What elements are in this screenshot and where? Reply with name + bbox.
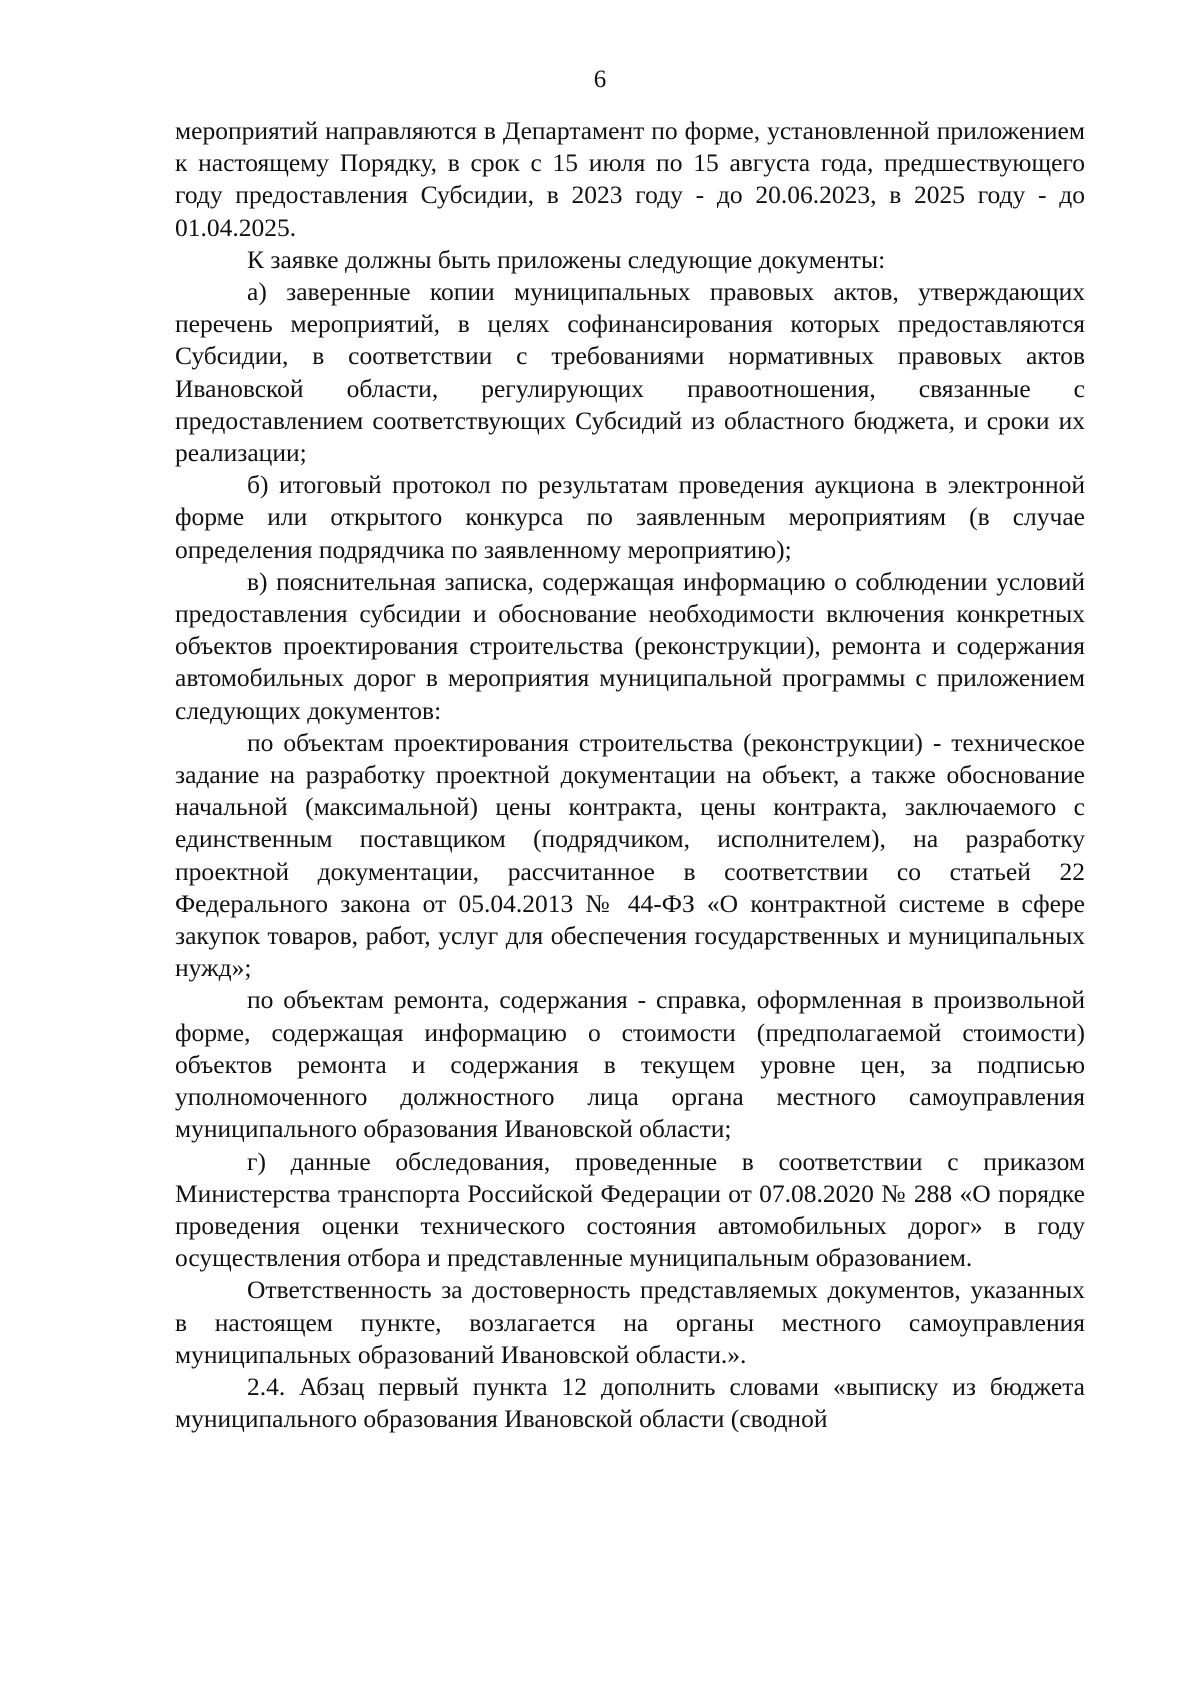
paragraph-continuation: мероприятий направляются в Департамент по форме, установленной приложением к настоящему Порядку, в срок с 15 июля по 15 августа года, предшествующего году предоставления Субсидии, в 2023 году - до 20.06.2023, в 2025 году - до 01.04.2025. [175, 116, 1085, 242]
paragraph-item-v: в) пояснительная записка, содержащая информацию о соблюдении условий предоставления субсидии и обоснование необходимости включения конкретных объектов проектирования строительства (реконструкции), ремонта и содержания автомобильных дорог в мероприятия муниципальной программы с приложением следующих документов: [175, 566, 1085, 725]
paragraph-item-b: б) итоговый протокол по результатам проведения аукциона в электронной форме или открытого конкурса по заявленным мероприятиям (в случае определения подрядчика по заявленному мероприятию); [175, 470, 1085, 564]
paragraph-documents-intro: К заявке должны быть приложены следующие документы: [247, 244, 886, 274]
page-number: 6 [593, 66, 607, 93]
paragraph-responsibility: Ответственность за достоверность представляемых документов, указанных в настоящем пункте, возлагается на органы местного самоуправления муниципальных образований Ивановской области.». [175, 1275, 1085, 1369]
document-body [175, 115, 1085, 1435]
paragraph-2-4: 2.4. Абзац первый пункта 12 дополнить словами «выписку из бюджета муниципального образования Ивановской области (сводной [175, 1371, 1085, 1434]
paragraph-repair-objects: по объектам ремонта, содержания - справка, оформленная в произвольной форме, содержащая информацию о стоимости (предполагаемой стоимости) объектов ремонта и содержания в текущем уровне цен, за подписью уполномоченного должностного лица органа местного самоуправления муниципального образования Ивановской области; [175, 985, 1085, 1144]
paragraph-item-a: а) заверенные копии муниципальных правовых актов, утверждающих перечень мероприятий, в целях софинансирования которых предоставляются Субсидии, в соответствии с требованиями нормативных правовых актов Ивановской области, регулирующих правоотношения, связанные с предоставлением соответствующих Субсидий из областного бюджета, и сроки их реализации; [175, 277, 1085, 468]
paragraph-design-objects: по объектам проектирования строительства (реконструкции) - техническое задание на разработку проектной документации на объект, а также обоснование начальной (максимальной) цены контракта, цены контракта, заключаемого с единственным поставщиком (подрядчиком, исполнителем), на разработку проектной документации, рассчитанное в соответствии со статьей 22 Федерального закона от 05.04.2013 № 44-ФЗ «О контрактной системе в сфере закупок товаров, работ, услуг для обеспечения государственных и муниципальных нужд»; [175, 727, 1085, 983]
paragraph-item-g: г) данные обследования, проведенные в соответствии с приказом Министерства транспорта Российской Федерации от 07.08.2020 № 288 «О порядке проведения оценки технического состояния автомобильных дорог» в году осуществления отбора и представленные муниципальным образованием. [175, 1146, 1085, 1273]
